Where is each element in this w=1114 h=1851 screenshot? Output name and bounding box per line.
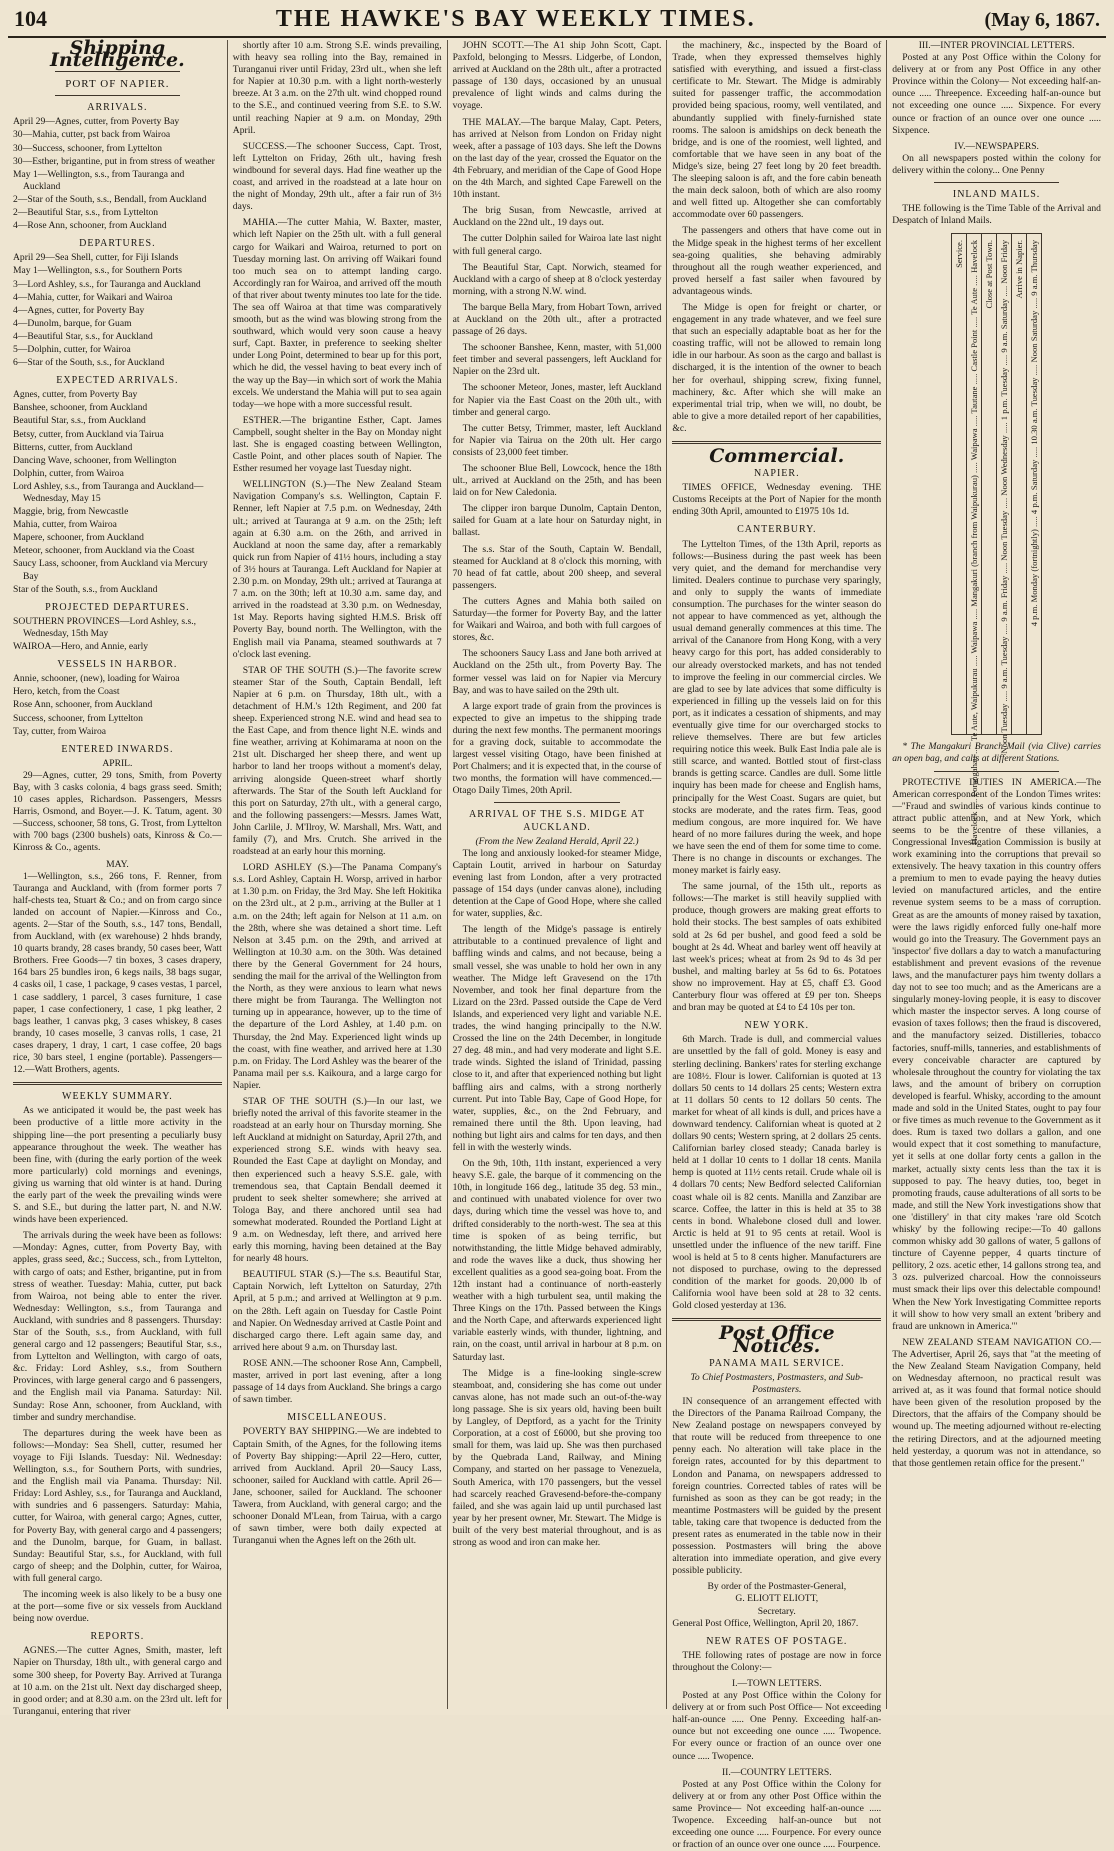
list-item: April 29—Sea Shell, cutter, for Fiji Islands [13,252,179,264]
list-item: 2—Star of the South, s.s., Bendall, from Auckland [13,193,207,205]
rates-intro: THE following rates of postage are now in force throughout the Colony:— [672,1649,882,1673]
summary-heading: WEEKLY SUMMARY. [62,1091,173,1103]
masthead [8,6,1106,38]
list-item: 5—Dolphin, cutter, for Wairoa [13,343,131,355]
list-item: 4—Rose Ann, schooner, from Auckland [13,220,167,232]
paragraph: The schooner Blue Bell, Lowcock, hence the 18th ult., arrived at Auckland on the 25th, and has been laid on for New Caledonia. [452,463,662,499]
list-item: Maggie, brig, from Newcastle [13,506,129,518]
timetable-cell: Service. [954,240,965,269]
list-item: 4—Agnes, cutter, for Poverty Bay [13,304,145,316]
napier-heading: NAPIER. [753,468,800,480]
inter-text: Posted at any Post Office within the Colony for delivery at or from any Post Office in any other Province within the Colony— Not exceeding half-an-ounce ..... Threepence. Exceeding half-an-ounce but not exceeding one ounce ..... Sixpence. For every ounce or fraction of an ounce over one ounce ..... Sixpence. [892,52,1101,136]
list-item: Rose Ann, schooner, from Auckland [13,699,153,711]
napier-text: TIMES OFFICE, Wednesday evening. THE Customs Receipts at the Port of Napier for the month ending 30th April, amounted to £1975 10s 1d. [672,482,882,518]
paragraph: The s.s. Star of the South, Captain W. Bendall, steamed for Auckland at 8 o'clock this morning, with 70 head of fat cattle, about 200 sheep, and several passengers. [452,543,662,591]
arrivals-heading: ARRIVALS. [87,102,148,114]
postoffice-heading: Post Office Notices. [718,1322,835,1357]
summary-paras [13,1105,222,1625]
paragraph: LORD ASHLEY (S.)—The Panama Company's s.s. Lord Ashley, Captain H. Worsp, arrived in harbor at 1.30 p.m. on Friday, the 3rd May. She left Hokitika on the 23rd ult., at 2 p.m., arriving at the Buller at 1 a.m. on the 24th; left again for Nelson at 11 a.m. on the 28th, where she was detained a short time. Left Nelson at 3.45 p.m. on the 29th, and arrived at Wellington at 10.30 a.m. on the 30th. Was detained there by the General Government for 24 hours, sending the mail for the arrival of the Wellington from the North, as they were anxious to learn what news there might be from Tauranga. The Wellington not turning up in appearance, however, up to the time of the departure of the Lord Ashley, at 1.40 p.m. on Thursday, the 2nd May. Experienced light winds up the coast, with fine weather, and arrived here at 1.30 p.m. on Friday. The Lord Ashley was the bearer of the Panama mail per s.s. Kaikoura, and a large cargo for Napier. [232,862,442,1091]
reports-heading: REPORTS. [90,1631,145,1643]
paragraph: MAHIA.—The cutter Mahia, W. Baxter, master, which left Napier on the 25th ult. with a full general cargo for Waikari and Wairoa, returned to port on Tuesday morning last. On arriving off Waikari found too much sea on to attempt landing cargo. Accordingly ran for Wairoa, and arrived off the mouth of that river about twenty minutes too late for the tide. The sea off Wairoa at that time was comparatively smooth, but as the wind was blowing strong from the southward, which would very soon cause a heavy surf, Capt. Baxter, in preference to seeking shelter under Long Point, determined to bear up for this port, which he did, the vessel having to beat every inch of the way up the Bay—in which sort of work the Mahia excels. We understand the Mahia will put to sea again today—we hope with a more successful result. [232,217,442,410]
table-note: * The Mangakuri Branch Mail (via Clive) carries an open bag, and calls at different Stations. [892,741,1101,765]
paragraph: The long and anxiously looked-for steamer Midge, Captain Loutit, arrived in harbour on Saturday evening last from London, after a very protracted passage of 154 days (under canvas alone), including detention at the Cape of Good Hope, where she called for water, supplies, &c. [452,847,662,920]
issue-date: (May 6, 1867. [984,9,1100,31]
list-item: Dolphin, cutter, from Wairoa [13,467,124,479]
paragraph: The Midge is open for freight or charter, or engagement in any trade whatever, and we feel sure that such an especially adaptable boat as her for the coasting traffic, will not be allowed to remain long idle in our harbour. As soon as the cargo and ballast is discharged, it is the intention of the owner to beach her for overhaul, shipping screw, fixing funnel, machinery, &c. After which she will make an experimental trial trip, when we will, no doubt, be able to give a more detailed report of her capabilities, &c. [672,301,882,434]
list-item: WAIROA—Hero, and Annie, early [13,641,149,653]
panama-text: IN consequence of an arrangement effected with the Directors of the Panama Railroad Company, the New Zealand postage on newspapers conveyed by that route will be reduced from threepence to one penny each. No alteration will take place in the foreign rates, accounted for by this department to London and Panama, on newspapers addressed to foreign countries. Corrected tables of rates will be furnished as soon as they can be got ready; in the meantime Postmasters will be guided by the present table, taking care that twopence is deducted from the present rates as enumerated in the table now in their possession. Postmasters will bring the above alteration into immediate operation, and give every possible publicity. [672,1395,882,1577]
expected-list [13,389,222,596]
list-item: Tay, cutter, from Wairoa [13,725,107,737]
col3-paras [453,40,662,797]
departures-heading: DEPARTURES. [79,238,156,250]
column-2 [228,40,448,1709]
list-item: Star of the South, s.s., from Auckland [13,583,158,595]
rates-town-text: Posted at any Post Office within the Colony for delivery at or from such Post Office— Not exceeding half-an-ounce ..... One Penny. Exceeding half-an-ounce but not exceeding one ounce ..... Twopence. For every ounce or fraction of an ounce over one ounce ..... Twopence. [672,1690,882,1762]
paragraph: The Beautiful Star, Capt. Norwich, steamed for Auckland with a cargo of sheep at 8 o'clock yesterday morning, with a strong N.W. wind. [452,261,662,297]
panama-heading: PANAMA MAIL SERVICE. [709,1357,845,1369]
newspaper-title: THE HAWKE'S BAY WEEKLY TIMES. [275,6,756,32]
list-item: Betsy, cutter, from Auckland via Tairua [13,428,164,440]
inland-heading: INLAND MAILS. [952,189,1041,201]
list-item: Mahia, cutter, from Wairoa [13,519,117,531]
inwards-heading: ENTERED INWARDS. [61,743,174,755]
timetable-cell: Arrive in Napier. [1014,240,1025,299]
misc-text: POVERTY BAY SHIPPING.—We are indebted to Captain Smith, of the Agnes, for the following items of Poverty Bay shipping:—April 22—Hero, cutter, arrived from Auckland. April 20—Saucy Lass, schooner, sailed for Auckland with cattle. April 26—Jane, schooner, sailed for Auckland. The schooner Tawera, from Auckland, with general cargo; and the schooner Donald M'Lean, from Tairua, with a cargo of sawn timber, were both daily expected at Turanganui when the Agnes left on the 26th ult. [232,1426,442,1547]
expected-heading: EXPECTED ARRIVALS. [56,375,179,387]
column-5 [887,40,1106,1709]
rates-heading: NEW RATES OF POSTAGE. [706,1635,848,1647]
column-1 [8,37,228,1717]
list-item: May 1—Wellington, s.s., for Southern Ports [13,265,182,277]
newyork-text: 6th March. Trade is dull, and commercial values are unsettled by the fall of gold. Money is easy and sterling declining. Bankers' rates for sterling exchange are 108½. Flour is lower. Californian is quoted at 13 dollars 50 cents to 14 dollars 25 cents; Western extra at 11 dollars 50 cents to 12 dollars 50 cents. The market for wheat of all kinds is dull, and prices have a downward tendency. Californian wheat is quoted at 2 dollars 90 cents; Western spring, at 2 dollars 25 cents. Californian barley closed steady; Canada barley is held at 1 dollar 10 cents to 1 dollar 18 cents. Manila hemp is quoted at 11½ cents retail. Crude whale oil is 4 dollars 70 cents; New Bedford selected Californian coast whale oil is 82 cents. Manilla and Zanzibar are scarce. Coffee, the latter in this is held at 35 to 38 cents in bond. Whalebone closed dull and lower. Arctic is held at 91 to 95 cents at retail. Wool is unsettled under the influence of the new tariff. Fine wool is held at 5 to 8 cents higher. Manufacturers are not disposed to purchase, owing to the depressed condition of the market for goods. 20,000 lb of California wool have been sold at 28 to 32 cents. Gold closed yesterday at 136. [672,1034,882,1312]
columns [8,37,1106,1851]
paragraph: shortly after 10 a.m. Strong S.E. winds prevailing, with heavy sea rolling into the Bay, remained in Turanganui river until Friday, 23rd ult., when she left for Napier at 10.30 p.m. with a light north-westerly breeze. At 3 a.m. on the 27th ult. wind chopped round to the S.E., and continued veering from S.E. to S.W. until reaching Napier at 9 a.m. on Monday, 29th April. [232,40,442,136]
rates-town-heading: I.—TOWN LETTERS. [731,1678,822,1689]
paragraph: The schooners Saucy Lass and Jane both arrived at Auckland on the 25th ult., from Poverty Bay. The former vessel was laid on for Napier via Mercury Bay, and was to have sailed on the 29th ult. [452,648,662,696]
shipping-heading: Shipping Intelligence. [50,37,185,72]
paragraph: The Midge is a fine-looking single-screw steamboat, and, considering she has come out under canvas alone, has not made such an out-of-the-way long passage. She is six years old, having been built by Langley, of Deptford, as a yacht for the Trinity Corporation, at a cost of £6000, but she proving too small for them, was laid up. She was then purchased by the Quebrada Land, Railway, and Mining Company, and started on her passage to Venezuela, South America, with 170 passengers, but the vessel had scarcely reached Gravesend-before-the-company failed, and she was again laid up until purchased last year by her present owner, Mr. Stewart. The Midge is built of the very best material throughout, and is as strong as wood and iron can make her. [452,1367,662,1548]
list-item: Beautiful Star, s.s., from Auckland [13,415,146,427]
column-3 [448,40,668,1709]
canterbury-text: The Lyttelton Times, of the 13th April, reports as follows:—Business during the past week has been very quiet, and the demand for merchandise very limited. Dealers continue to purchase very sparingly, and only to supply the wants of immediate consumption. The purchases for the winter season do not appear to have commenced as yet, although the usual demand generally commences at this time. The arrival of the Cananore from Hong Kong, with a very heavy cargo for this port, has added considerably to our already overstocked markets, and has not tended to improve the feeling in our commercial circles. We are glad to see by late advices that some difficulty is experienced in filling up the vessels laid on for this port, as it indicates a cessation of shipments, and may eventually give time for our overcharged stocks to relieve themselves. There are but few articles requiring notice this week. Bulk East India pale ale is still scarce, and wanted. Bottled stout of first-class brands is getting scarce. Candles are dull. Some little inquiry has been made for cheese and English hams, principally for the West Coast. Sugars are quiet, but stocks are moderate, and the rates firm. Teas, good medium congous, are more inquired for. We have heard of no more failures during the week, and hope we have seen the end of them for some time to come. There is no change in discounts or exchanges. The money market is fairly easy. [672,538,882,877]
paragraph: The cutter Dolphin sailed for Wairoa late last night with full general cargo. [452,233,662,257]
list-item: 30—Success, schooner, from Lyttelton [13,142,163,154]
arrivals-list [13,116,222,232]
paragraph: SUCCESS.—The schooner Success, Capt. Trost, left Lyttelton on Friday, 26th ult., having fresh windbound for several days. Had fine weather up the coast, and arrived in the roadstead at a late hour on the night of Monday, 29th ult., after a fair run of 3½ days. [232,140,442,213]
inwards-month-2: MAY. [106,858,129,870]
timetable-column [967,234,982,845]
paragraph: ROSE ANN.—The schooner Rose Ann, Campbell, master, arrived in port last evening, after a long passage of 14 days from Auckland. She brings a cargo of sawn timber. [232,1357,442,1406]
list-item: 4—Mahia, cutter, for Waikari and Wairoa [13,291,173,303]
timetable-cell: Noon Tuesday ..... 9 a.m. Tuesday ..... 9 a.m. Friday ..... Noon Tuesday ..... Noon Wednesday ..... 1 p.m. Tuesday ..... 9 a.m. Saturday ..... Noon Friday [999,240,1010,754]
list-item: 4—Beautiful Star, s.s., for Auckland [13,330,153,342]
paragraph: JOHN SCOTT.—The A1 ship John Scott, Capt. Paxfold, belonging to Messrs. Lidgerbe, of London, arrived at Auckland on the 28th ult., after a protracted passage of 130 days, occasioned by an unusual prevalence of light winds and calms during the voyage. [452,40,662,112]
midge-paras [453,848,662,1549]
news-text: On all newspapers posted within the colony for delivery within the colony... One Penny [892,152,1101,176]
projected-heading: PROJECTED DEPARTURES. [45,601,190,613]
inland-intro: THE following is the Time Table of the Arrival and Despatch of Inland Mails. [892,203,1101,227]
reports-text: AGNES.—The cutter Agnes, Smith, master, left Napier on Thursday, 18th ult., with general cargo and some 300 sheep, for Poverty Bay. Arrived at Turanga at 10 a.m. on the 21st ult. Next day discharged sheep, in good order; and at 8.30 a.m. on the 23rd ult. left for Turanganui, entering that river [13,1645,222,1717]
port-heading: PORT OF NAPIER. [65,78,170,91]
panama-place: General Post Office, Wellington, April 20, 1867. [672,1617,859,1629]
duties-text: PROTECTIVE DUTIES IN AMERICA.—The American correspondent of the London Times writes:—"Fraud and swindles of various kinds continue to attract public attention, and at New York, which seems to be the centre of these villanies, a Congressional Investigation Commission is busily at work examining into the corruptions that prevail so extensively. The heavy taxation in this country offers a premium to men to evade paying the heavy duties levied on manufactured articles, and the entire revenue system seems to be a mass of corruption. Great as are the amounts of money raised by taxation, were the laws rigidly enforced fully one-half more would go into the Treasury. The Government pays an 'inspector' five dollars a day to watch a manufacturing establishment and prevent evasions of the revenue laws, and the manufacturer pays him twenty dollars a day not to see too much; and as the Americans are a singularly money-loving people, it is easy to discover which master the inspector serves. A long course of evasion of taxes follows; then the fraud is discovered, and the manufactory seized. Distilleries, tobacco factories, snuff-mills, tanneries, and establishments of every conceivable character are captured by wholesale throughout the country for violating the tax laws, and the amount of bribery on corruption developed is fearful. Whisky, according to the amount made and sold in the United States, ought to pay four or five times as much revenue to the Government as it does. Rum is taxed two dollars a gallon, and one would expect that it cost something to manufacture, yet it sells at one dollar forty cents a gallon in the market, actually sixty cents less than the tax it is supposed to pay. The heavy duties, too, beget in promoting frauds, cause adulterations of all sorts to be made, and still the New York investigations show that one 'distillery' in that city makes 'rare old Scotch whisky' by the following recipe:—To 40 gallons common whisky add 30 gallons of water, 5 gallons of tincture of Cayenne pepper, 4 quarts tincture of pellitory, 2 ozs. acetic ether, 14 gallons strong tea, and 3 ozs. pulverized charcoal. How the connoisseurs must smack their lips over this delectable compound! When the New York Investigating Committee reports it will show to how very small an extent 'bribery and fraud are unknown in America.'" [892,776,1101,1332]
paragraph: The clipper iron barque Dunolm, Captain Denton, sailed for Guam at a late hour on Saturday night, in ballast. [452,503,662,539]
inwards-month: APRIL. [102,757,133,769]
timetable-cell: Close at Post Town. [984,240,995,309]
list-item: Bitterns, cutter, from Auckland [13,441,133,453]
paragraph: The arrivals during the week have been as follows:—Monday: Agnes, cutter, from Poverty Bay, with apples, grass seed, &c.; Success, sch., from Lyttelton, with cargo of oats; and Esther, brigantine, put in from stress of weather. Tuesday: Mahia, cutter, put back from Wairoa, not being able to enter the river. Wednesday: Wellington, s.s., from Tauranga and Auckland, with sundries and 8 passengers. Thursday: Star of the South, s.s., from Auckland, with full general cargo and 12 passengers; Beautiful Star, s.s., from Lyttelton and Wellington, with cargo of oats, &c. Friday: Lord Ashley, s.s., from Southern Provinces, with large general cargo and 6 passengers, and the English mail via Panama. Saturday: Nil. Sunday: Rose Ann, schooner, from Auckland, with timber and sundry merchandise. [13,1230,222,1423]
list-item: 4—Dunolm, barque, for Guam [13,317,132,329]
departures-list [13,252,222,369]
timetable-cell: 4 p.m. Monday (fortnightly) ..... 4 p.m. Saturday ..... 10.30 a.m. Tuesday ..... Noon Saturday ..... 9 a.m. Thursday [1029,240,1040,627]
canterbury-text-2: The same journal, of the 15th ult., reports as follows:—The market is still heavily supplied with produce, though growers are making great efforts to hold their stocks. The best samples of oats exhibited sold at 2s 6d per bushel, and good feed a sold be bought at 2s 4d. Wheat and barley went off heavily at last week's prices; wheat at from 2s 9d to 4s 3d per bushel, and malting barley at 5s 6d to 6s. Potatoes show no improvement. Hay at £5, chaff £3. Good Canterbury flour was offered at £9 per ton. Sheeps and bran may be quoted at £4 to £4 10s per ton. [672,881,882,1014]
timetable-column [952,234,967,734]
paragraph: BEAUTIFUL STAR (S.)—The s.s. Beautiful Star, Captain Norwich, left Lyttelton on Saturday, 27th April, at 5 p.m.; and arrived at Wellington at 9 p.m. on the 28th. Left again on Tuesday for Castle Point and Napier. On Wednesday arrived at Castle Point and discharged cargo there. Left again same day, and arrived here about 9 a.m. on Thursday last. [232,1269,442,1353]
paragraph: ESTHER.—The brigantine Esther, Capt. James Campbell, sought shelter in the Bay on Monday night last. She is engaged coasting between Wellington, Castle Point, and other places south of Napier. The Esther resumed her voyage last Tuesday night. [232,414,442,475]
list-item: Annie, schooner, (new), loading for Wairoa [13,673,180,685]
list-item: Hero, ketch, from the Coast [13,686,120,698]
col2-paras [233,40,442,1406]
harbor-heading: VESSELS IN HARBOR. [57,659,178,671]
list-item: Agnes, cutter, from Poverty Bay [13,389,138,401]
projected-list [13,616,222,653]
midge-source: (From the New Zealand Herald, April 22.) [475,835,639,847]
page-number: 104 [14,6,47,31]
paragraph: The departures during the week have been as follows:—Monday: Sea Shell, cutter, resumed her voyage to Fiji Islands. Tuesday: Nil. Wednesday: Wellington, s.s., for Southern Ports, with sundries, and the English mail via Panama. Thursday: Nil. Friday: Lord Ashley, s.s., for Tauranga and Auckland, with sundries and 6 passengers. Saturday: Mahia, cutter, for Wairoa, with general cargo; Agnes, cutter, for Poverty Bay, with general cargo and 4 passengers; and the Dunolm, barque, for Guam, in ballast. Sunday: Beautiful Star, s.s., for Auckland, with full cargo of sheep; and the Dolphin, cutter, for Wairoa, with full general cargo. [13,1427,222,1584]
paragraph: The schooner Meteor, Jones, master, left Auckland for Napier via the East Coast on the 20th ult., with timber and general cargo. [452,382,662,418]
paragraph: The length of the Midge's passage is entirely attributable to a continued prevalence of light and baffling winds and calms, and not because, being a small vessel, she was unable to hold her own in any weather. The Midge left Gravesend on the 17th November, and took her final departure from the Lizard on the 23rd. Passed outside the Cape de Verd Islands, and experienced very light and variable N.E. trades, the wind hanging principally to the N.W. Crossed the line on the 24th December, in longitude 27 deg. 48 min., and had very moderate and light S.E. trade winds. Sighted the island of Trinidad, passing close to it, and after that experienced nothing but light baffling airs and calms, with a strong northerly current. Put into Table Bay, Cape of Good Hope, for water, supplies, &c., on the 2nd February, and remained there until the 8th. Upon leaving, had nothing but light airs and calms for ten days, and then fell in with the westerly winds. [452,924,662,1153]
paragraph: On the 9th, 10th, 11th instant, experienced a very heavy S.E. gale, the barque of it commencing on the 10th, in longitude 166 deg., latitude 35 deg. 53 min., and continued with unabated violence for over two days, during which time the vessel was hove to, and drifted considerably to the north-west. The sea at this time is spoken of as being terrific, but notwithstanding, the little Midge behaved admirably, and rode the waves like a duck, thus showing her excellent qualities as a good sea-going boat. From the 12th instant had a continuance of north-easterly weather with a high turbulent sea, until making the Three Kings on the 17th. Passed between the Kings and the North Cape, and afterwards experienced light variable easterly winds, with thunder, lightning, and rain, on the coast, until arrival in harbour at 8 p.m. on Saturday last. [452,1158,662,1363]
list-item: May 1—Wellington, s.s., from Tauranga and Auckland [13,168,185,192]
list-item: 3—Lord Ashley, s.s., for Tauranga and Auckland [13,278,201,290]
timetable-column [997,234,1012,754]
paragraph: The cutters Agnes and Mahia both sailed on Saturday—the former for Poverty Bay, and the latter for Waikari and Wairoa, and both with full cargoes of stores, &c. [452,595,662,644]
paragraph: STAR OF THE SOUTH (S.)—In our last, we briefly noted the arrival of this favorite steamer in the roadstead at an early hour on Thursday morning. She left Auckland at midnight on Saturday, April 27th, and experienced strong S.E. winds with heavy sea. Rounded the East Cape at daylight on Monday, and then experienced such a heavy S.S.E. gale, with tremendous sea, that Captain Bendall deemed it prudent to seek shelter somewhere; she arrived at Tologa Bay, and there anchored until sea had somewhat moderated. Rounded the Portland Light at 9 a.m. on Wednesday, left there, and arrived here early this morning, having been detained at the Bay for nearly 48 hours. [232,1095,442,1265]
inter-heading: III.—INTER PROVINCIAL LETTERS. [918,40,1075,51]
paragraph: As we anticipated it would be, the past week has been productive of a little more activity in the shipping line—the port presenting a peculiarly busy appearance throughout the week. The weather has been fine, with (during the early portion of the week more particularly) cold mornings and evenings, giving us warning that old winter is at hand. During the early part of the week the prevailing winds were S. and S.E., but during the latter part, N. and N.W. winds have been experienced. [13,1105,222,1226]
paragraph: THE MALAY.—The barque Malay, Capt. Peters, has arrived at Nelson from London on Friday night week, after a passage of 103 days. She left the Downs on the last day of the year, crossed the Equator on the 4th February, and meridian of the Cape of Good Hope on the 4th March, and sighted Cape Farewell on the 10th instant. [452,116,662,201]
list-item: 30—Mahia, cutter, pst back from Wairoa [13,129,171,141]
panama-sig-1: By order of the Postmaster-General, [707,1581,847,1593]
paragraph: WELLINGTON (S.)—The New Zealand Steam Navigation Company's s.s. Wellington, Captain F. Renner, left Napier at 7.5 p.m. on Wednesday, 24th ult.; arrived at Tauranga at 9 a.m. on the 25th; left again at 6.30 a.m. on the 26th, and arrived in Auckland at noon the same day, after a remarkably quick run from Napier of 41½ hours, including a stay of 3½ hours at Tauranga. Left Auckland for Napier at 2.30 p.m. on Monday, 29th ult.; arrived at Tauranga at 7 a.m. on the 30th; left at 10.30 a.m. same day, and arrived in the roadstead at 3.30 p.m. on Wednesday, 1st May. Reports having sighted H.M.S. Brisk off Poverty Bay, bound north. The Wellington, with the English mail via Panama, steamed southwards at 7 o'clock last evening. [232,479,442,660]
list-item: 2—Beautiful Star, s.s., from Lyttelton [13,207,159,219]
list-item: 30—Esther, brigantine, put in from stress of weather [13,155,215,167]
list-item: Success, schooner, from Lyttelton [13,712,143,724]
paragraph: The incoming week is also likely to be a busy one at the port—some five or six vessels from Auckland being now overdue. [13,1588,222,1625]
paragraph: The barque Bella Mary, from Hobart Town, arrived at Auckland on the 20th ult., after a protracted passage of 26 days. [452,301,662,338]
paragraph: STAR OF THE SOUTH (S.)—The favorite screw steamer Star of the South, Captain Bendall, left Napier at 6 p.m. on Thursday, 18th ult., with a detachment of H.M.'s 12th Regiment, and 200 fat sheep. Experienced strong N.E. wind and head sea to the East Cape, and from thence light N.E. winds and fine weather, arriving at Kohimarama at noon on the 21st ult. Discharged her sheep there, and went up harbor to land her troops without a moment's delay, arriving alongside Queen-street wharf shortly afterwards. The Star of the South left Auckland for this port on Saturday, 27th ult., with a general cargo, and the following passengers:—Messrs. James Watt, John Carlile, J. M'Ilroy, W. Marshall, Mrs. Watt, and family (7), and Mrs. Crutch. She arrived in the roadstead at an early hour this morning. [232,664,442,858]
commercial-heading: Commercial. [709,445,845,467]
list-item: Mapere, schooner, from Auckland [13,532,144,544]
paragraph: The passengers and others that have come out in the Midge speak in the highest terms of her excellent sea-going qualities, she behaving admirably throughout all the rough weather experienced, and proved herself a fast sailer when favoured by advantageous winds. [672,225,882,297]
rates-country-text: Posted at any Post Office within the Colony for delivery at or from any other Post Office within the same Province— Not exceeding half-an-ounce ..... Twopence. Exceeding half-an-ounce but not exceeding one ounce ..... Fourpence. For every ounce or fraction of an ounce over one ounce ..... Fourpence. [672,1778,882,1851]
panama-sig-2: G. ELIOTT ELIOTT, [735,1593,819,1605]
news-heading: IV.—NEWSPAPERS. [954,140,1039,152]
timetable-cell: Havelock ..... Porangahau ..... Te Aute, Waipukurau ..... Waipawa ..... Mangakuri (branch from Waipukurau) ..... Waipawa ..... Tautane ..... Castle Point ..... Te Aute ..... Havelock [969,240,980,845]
newyork-heading: NEW YORK. [744,1020,810,1032]
inwards-text: 29—Agnes, cutter, 29 tons, Smith, from Poverty Bay, with 3 casks colonia, 4 bags grass seed. Smith; 10 cases apples, Richardson. Passengers, Messrs Harris, Osmond, and Boyer.—J. K. Tatum, agent. 30—Success, schooner, 58 tons, G. Trost, from Lyttelton with 700 bags (2300 bushels) oats, Kinross & Co.—Kinross & Co., agents. [13,769,222,854]
list-item: Lord Ashley, s.s., from Tauranga and Auckland—Wednesday, May 15 [13,480,204,504]
paragraph: The brig Susan, from Newcastle, arrived at Auckland on the 22nd ult., 19 days out. [452,205,662,229]
rates-country-heading: II.—COUNTRY LETTERS. [721,1766,832,1778]
mail-timetable [951,233,1042,845]
list-item: Dancing Wave, schooner, from Wellington [13,454,177,466]
column-4 [667,40,887,1851]
paragraph: The schooner Banshee, Kenn, master, with 51,000 feet timber and several passengers, left Auckland for Napier on the 23rd ult. [452,342,662,378]
list-item: 6—Star of the South, s.s., for Auckland [13,357,165,369]
list-item: Saucy Lass, schooner, from Auckland via Mercury Bay [13,558,208,582]
paragraph: The cutter Betsy, Trimmer, master, left Auckland for Napier via Tairua on the 20th ult. Her cargo consists of 23,000 feet timber. [452,422,662,458]
misc-heading: MISCELLANEOUS. [287,1412,388,1424]
inwards-text-2: 1—Wellington, s.s., 266 tons, F. Renner, from Tauranga and Auckland, with (from former ports 7 half-chests tea, Stuart & Co.; and on from cargo since landed on account of Napier.—Kinross and Co., agents. 2—Star of the South, s.s., 147 tons, Bendall, from Auckland, with (ex warehouse) 2 hhds brandy, 10 quarts brandy, 28 cases brandy, 50 cases beer, Watt Brothers. Free Goods—7 tin boxes, 3 cases drapery, 164 bars 25 bundles iron, 6 kegs nails, 38 bags sugar, 4 casks oil, 1 case, 1 package, 9 cases vestas, 1 parcel, 1 case saddlery, 1 parcel, 3 cases furniture, 1 case paper, 1 case confectionery, 1 case, 1 pkg leather, 2 bags leather, 1 canvas pkg, 3 cases whiskey, 8 cases brandy, 10 cases moselle, 3 canvas rolls, 1 case, 21 cases drapery, 1 dray, 1 cart, 1 case coffee, 20 bags rice, 30 bars steel, 1 engine (portable). Passengers—12.—Watt Brothers, agents. [13,870,222,1076]
list-item: Banshee, schooner, from Auckland [13,402,148,414]
paragraph: the machinery, &c., inspected by the Board of Trade, when they expressed themselves highly satisfied with everything, and issued a first-class certificate to Mr. Stewart. The Midge is admirably suited for passenger traffic, the accommodation provided being spacious, roomy, well ventilated, and abundantly supplied with finely-furnished state rooms. The saloon is amidships on deck beneath the bridge, and is one of the roomiest, well lighted, and comfortable that we have seen in any boat of the Midge's size, being 27 feet long by 20 feet breadth. The sleeping saloon is aft, and the fore cabin beneath the main deck saloon, both of which are also roomy and well fitted up. Altogether she can comfortably accommodate over 60 passengers. [672,40,882,221]
list-item: April 29—Agnes, cutter, from Poverty Bay [13,116,180,128]
col4-paras [672,40,881,435]
timetable-column [982,234,997,734]
timetable-column [1012,234,1027,734]
list-item: Meteor, schooner, from Auckland via the Coast [13,545,195,557]
midge-heading: ARRIVAL OF THE S.S. MIDGE AT AUCKLAND. [469,809,645,833]
canterbury-heading: CANTERBURY. [737,524,817,536]
panama-sig-3: Secretary. [757,1605,796,1617]
timetable-column [1027,234,1041,734]
nzsn-text: NEW ZEALAND STEAM NAVIGATION CO.—The Advertiser, April 26, says that "at the meeting of the New Zealand Steam Navigation Company, held on Wednesday afternoon, no practical result was arrived at, as it was found that formal notice should have been given of the resolution proposed by the Directors, that the affairs of the Company should be wound up. The meeting adjourned without re-electing the retiring Directors, and at the adjourned meeting held yesterday, a quorum was not in attendance, so that those gentlemen retain office for the present." [892,1336,1101,1469]
paragraph: A large export trade of grain from the provinces is expected to give an impetus to the shipping trade during the next few months. The permanent moorings for a graving dock, suitable to accommodate the largest vessel visiting Otago, have been finished at Port Chalmers; and it is expected that, in the course of two months, the formation will have commenced.—Otago Daily Times, 20th April. [452,700,662,797]
harbor-list [13,673,222,737]
panama-to: To Chief Postmasters, Postmasters, and Sub-Postmasters. [690,1371,864,1395]
list-item: SOUTHERN PROVINCES—Lord Ashley, s.s., Wednesday, 15th May [13,615,197,639]
